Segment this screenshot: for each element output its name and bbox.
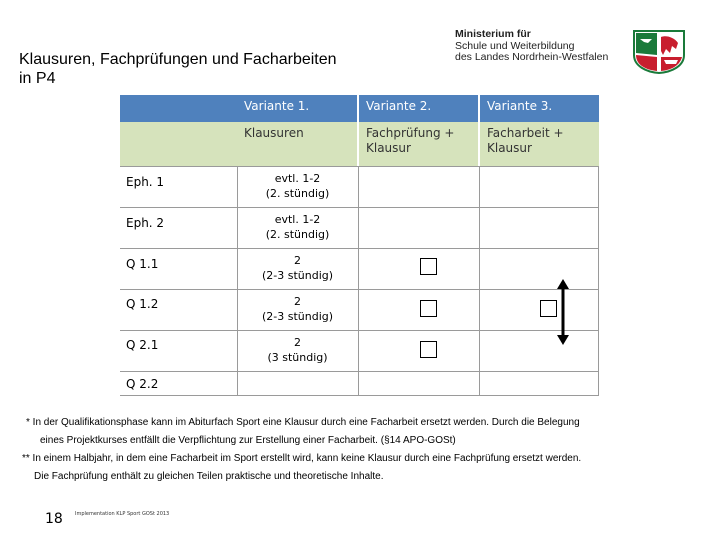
ministry-line1: Ministerium für [455,28,531,40]
cell-eph1-note: (2. stündig) [265,187,330,200]
row-label-q21: Q 2.1 [126,338,159,352]
cell-q11-note: (2-3 stündig) [261,269,334,282]
grid-line-h3 [120,248,599,249]
row-label-eph2: Eph. 2 [126,216,165,230]
cell-eph1-variant1 [237,171,358,201]
header-variant-2: Variante 2. [359,95,478,122]
variant3-q12-checkbox[interactable] [540,300,557,317]
ministry-line2: Schule und Weiterbildung [455,39,575,52]
row-label-q22: Q 2.2 [126,377,159,391]
subheader-variant-1 [237,122,357,166]
subheader-variant-3-line1: Facharbeit + [487,126,564,140]
slide-title-line2: in P4 [19,70,56,87]
header-variant-1: Variante 1. [237,95,357,122]
cell-eph2-variant1 [237,212,358,242]
nrw-crest-logo [630,29,688,74]
grid-line-v4 [598,166,599,396]
cell-q21-value: 2 [294,336,301,349]
header-corner [120,95,237,122]
row-label-q12: Q 1.2 [126,297,159,311]
row-label-q11: Q 1.1 [126,257,159,271]
exam-variants-table [120,95,599,396]
cell-q12-variant1 [237,294,358,324]
cell-q21-note: (3 stündig) [267,351,328,364]
ministry-name [455,29,608,64]
footer-note: Implementation KLP Sport GOSt 2013 [75,511,170,517]
subheader-variant-3 [480,122,599,166]
variant2-q11-checkbox[interactable] [420,258,437,275]
ministry-line3: des Landes Nordrhein-Westfalen [455,51,609,63]
footnote-2-line2: Die Fachprüfung enthält zu gleichen Teilen praktische und theoretische Inhalte. [34,471,384,482]
grid-line-v3 [479,166,480,396]
row-label-eph1: Eph. 1 [126,175,165,189]
subheader-variant-2 [359,122,478,166]
subheader-variant-3-line2: Klausur [487,141,532,155]
grid-line-h1 [120,166,599,167]
double-arrow-icon [557,279,569,345]
cell-eph1-value: evtl. 1-2 [274,172,321,185]
cell-q12-note: (2-3 stündig) [261,310,334,323]
cell-eph2-value: evtl. 1-2 [274,213,321,226]
variant2-q12-checkbox[interactable] [420,300,437,317]
footnote-1-line1: * In der Qualifikationsphase kann im Abiturfach Sport eine Klausur durch eine Facharbeit ersetzt werden. Durch die Belegung [26,417,580,428]
subheader-variant-2-line2: Klausur [366,141,411,155]
grid-line-v2 [358,166,359,396]
header-variant-3: Variante 3. [480,95,599,122]
grid-line-h2 [120,207,599,208]
footnote-1-line2: eines Projektkurses entfällt die Verpflichtung zur Erstellung einer Facharbeit. (§14 APO-GOSt) [40,435,456,446]
subheader-variant-1-line1: Klausuren [244,126,304,140]
page-number: 18 [45,511,63,527]
cell-eph2-note: (2. stündig) [265,228,330,241]
grid-line-h5 [120,330,599,331]
grid-line-h7 [120,395,599,396]
slide-title-line1: Klausuren, Fachprüfungen und Facharbeiten [19,51,337,68]
subheader-corner [120,122,237,166]
cell-q11-variant1 [237,253,358,283]
grid-line-h6 [120,371,599,372]
slide-title [19,50,337,88]
cell-q21-variant1 [237,335,358,365]
variant2-q21-checkbox[interactable] [420,341,437,358]
cell-q11-value: 2 [294,254,301,267]
cell-q12-value: 2 [294,295,301,308]
subheader-variant-2-line1: Fachprüfung + [366,126,455,140]
grid-line-h4 [120,289,599,290]
footnote-2-line1: ** In einem Halbjahr, in dem eine Facharbeit im Sport erstellt wird, kann keine Klausur durch eine Fachprüfung ersetzt werden. [22,453,582,464]
